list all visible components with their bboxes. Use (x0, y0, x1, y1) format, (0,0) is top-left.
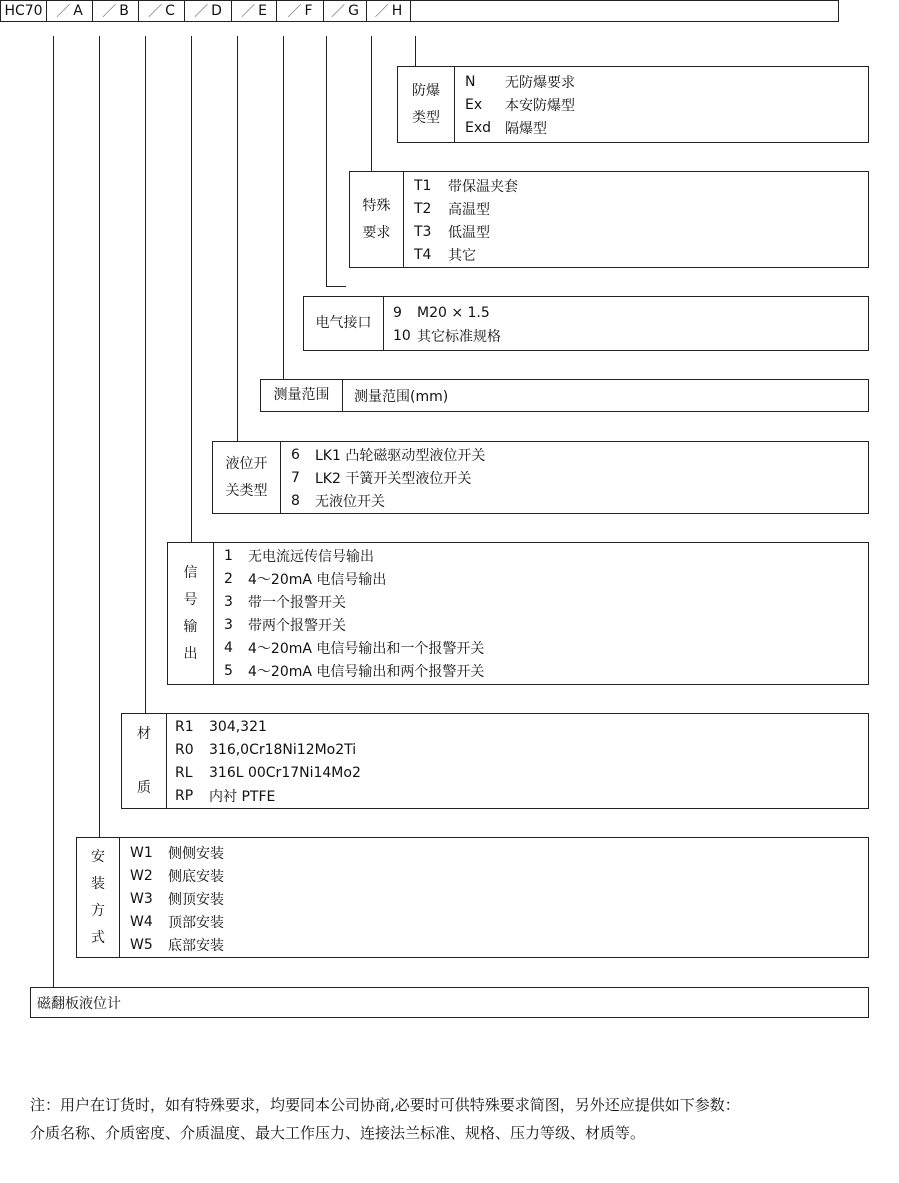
option-row (130, 933, 868, 956)
segment-g-cell (324, 1, 367, 21)
option-row (175, 715, 868, 738)
option-row (393, 324, 868, 347)
option-row (414, 243, 868, 266)
mounting-method-options (130, 841, 868, 956)
model-code-cell (1, 1, 47, 21)
option-row (224, 567, 868, 590)
option-row (130, 887, 868, 910)
label-line: 特殊 (362, 197, 391, 214)
option-desc: 底部安装 (168, 937, 224, 954)
signal-output-label (168, 543, 214, 684)
connector-h (415, 36, 416, 66)
option-row (130, 910, 868, 933)
option-row (175, 761, 868, 784)
option-row (224, 544, 868, 567)
option-row (224, 613, 868, 636)
option-code: RP (175, 787, 194, 804)
level-switch-type-box (212, 441, 869, 514)
option-desc: 内衬 PTFE (209, 788, 276, 805)
option-code: 6 (291, 446, 300, 463)
segment-c-letter: C (165, 3, 175, 19)
option-desc: 侧侧安装 (168, 845, 224, 862)
label-line: 类型 (412, 109, 440, 126)
connector-g (371, 36, 372, 171)
option-code: W2 (130, 867, 153, 884)
option-desc: 无电流远传信号输出 (248, 548, 374, 565)
option-desc: 无防爆要求 (505, 74, 575, 91)
special-requirements-label (350, 172, 404, 267)
option-row (224, 636, 868, 659)
measuring-range-label (261, 380, 343, 411)
option-desc: 带一个报警开关 (248, 594, 346, 611)
option-row (414, 174, 868, 197)
segment-d-cell (185, 1, 232, 21)
note-line-1: 注：用户在订货时，如有特殊要求，均要同本公司协商,必要时可供特殊要求简图，另外还应提供如下参数： (30, 1096, 740, 1114)
option-row (224, 590, 868, 613)
segment-slash: ／ (56, 4, 71, 20)
segment-e-letter: E (258, 3, 267, 19)
option-desc: 带两个报警开关 (248, 617, 346, 634)
segment-slash: ／ (148, 4, 163, 20)
special-requirements-options (414, 174, 868, 266)
option-code: 3 (224, 593, 233, 610)
option-row (465, 116, 868, 139)
option-desc: 低温型 (448, 224, 490, 241)
option-desc: 高温型 (448, 201, 490, 218)
option-desc: 带保温夹套 (448, 178, 518, 195)
segment-b-cell (93, 1, 139, 21)
option-code: Ex (465, 96, 483, 113)
option-row (130, 841, 868, 864)
material-box (121, 713, 869, 809)
option-row (465, 93, 868, 116)
option-desc: 316L 00Cr17Ni14Mo2 (209, 764, 361, 781)
option-row (465, 70, 868, 93)
mounting-method-box (76, 837, 869, 958)
label-line: 信 (183, 564, 198, 581)
segment-h-letter: H (391, 3, 403, 19)
product-name: 磁翻板液位计 (37, 995, 121, 1012)
option-code: 9 (393, 304, 402, 321)
option-desc: 316,0Cr18Ni12Mo2Ti (209, 741, 357, 758)
label-line: 关类型 (225, 482, 268, 499)
option-code: W4 (130, 913, 153, 930)
special-requirements-box (349, 171, 869, 268)
model-code: HC70 (4, 3, 43, 19)
option-desc: LK2 干簧开关型液位开关 (315, 470, 472, 487)
note-line-2: 介质名称、介质密度、介质温度、最大工作压力、连接法兰标准、规格、压力等级、材质等。 (30, 1124, 646, 1142)
label-line: 装 (91, 875, 105, 892)
option-code: 3 (224, 616, 233, 633)
option-code: 1 (224, 547, 233, 564)
segment-d-letter: D (211, 3, 222, 19)
signal-output-options (224, 544, 868, 682)
option-row (175, 738, 868, 761)
label-line: 质 (137, 780, 151, 796)
segment-e-cell (232, 1, 277, 21)
measuring-range-value: 测量范围(mm) (354, 388, 449, 405)
option-code: N (465, 73, 476, 90)
segment-a-letter: A (73, 3, 83, 19)
option-desc: 顶部安装 (168, 914, 224, 931)
option-row (175, 784, 868, 807)
connector-b (145, 36, 146, 713)
label-line: 防爆 (412, 82, 440, 99)
electrical-interface-box (303, 296, 869, 351)
option-desc: 304,321 (209, 718, 267, 735)
option-desc: 4～20mA 电信号输出 (248, 571, 387, 588)
option-code: 10 (393, 327, 411, 344)
label-line: 出 (183, 645, 198, 662)
option-row (291, 466, 868, 489)
level-switch-type-options (291, 443, 868, 512)
segment-slash: ／ (287, 4, 302, 20)
option-code: W3 (130, 890, 153, 907)
label-line: 要求 (362, 224, 391, 241)
electrical-interface-label (304, 297, 384, 350)
label-line: 方 (91, 902, 105, 919)
option-code: T4 (414, 246, 432, 263)
measuring-range-box (260, 379, 869, 412)
option-code: W1 (130, 844, 153, 861)
option-code: T3 (414, 223, 432, 240)
explosion-proof-box (397, 66, 869, 143)
option-row (291, 489, 868, 512)
option-row (291, 443, 868, 466)
option-row (414, 197, 868, 220)
label-line: 电气接口 (315, 315, 372, 331)
mounting-method-label (77, 838, 120, 957)
connector-f (326, 36, 327, 286)
option-code: 8 (291, 492, 300, 509)
product-name-box (30, 987, 869, 1018)
material-options (175, 715, 868, 807)
label-line: 输 (183, 618, 198, 635)
label-line: 式 (91, 929, 105, 946)
option-desc: 侧底安装 (168, 868, 224, 885)
option-code: Exd (465, 119, 492, 136)
segment-slash: ／ (194, 4, 209, 20)
option-desc: LK1 凸轮磁驱动型液位开关 (315, 447, 486, 464)
option-desc: 隔爆型 (505, 120, 547, 137)
connector-c (191, 36, 192, 542)
segment-h-cell (367, 1, 411, 21)
connector-e (283, 36, 284, 379)
option-desc: 4～20mA 电信号输出和两个报警开关 (248, 663, 485, 680)
model-code-bar (0, 0, 839, 22)
label-line: 安 (91, 848, 105, 865)
option-desc: 无液位开关 (315, 493, 385, 510)
label-line: 号 (183, 591, 198, 608)
label-line: 测量范围 (273, 387, 330, 403)
option-code: RL (175, 764, 193, 781)
measuring-range-options (354, 380, 868, 411)
level-switch-type-label (213, 442, 281, 513)
connector-model (53, 36, 54, 987)
electrical-interface-options (393, 301, 868, 347)
explosion-proof-options (465, 70, 868, 139)
option-desc: 本安防爆型 (505, 97, 575, 114)
option-row (414, 220, 868, 243)
segment-f-cell (277, 1, 324, 21)
material-label (122, 714, 167, 808)
label-line: 材 (137, 726, 151, 742)
option-code: 4 (224, 639, 233, 656)
segment-slash: ／ (331, 4, 346, 20)
option-code: R1 (175, 718, 194, 735)
option-code: 2 (224, 570, 233, 587)
signal-output-box (167, 542, 869, 685)
option-code: R0 (175, 741, 194, 758)
segment-g-letter: G (348, 3, 359, 19)
option-code: T2 (414, 200, 432, 217)
explosion-proof-label (398, 67, 455, 142)
option-code: W5 (130, 936, 153, 953)
option-row (130, 864, 868, 887)
option-row (393, 301, 868, 324)
option-code: T1 (414, 177, 432, 194)
segment-slash: ／ (374, 4, 389, 20)
segment-f-letter: F (304, 3, 313, 19)
option-desc: 其它标准规格 (417, 328, 501, 345)
segment-c-cell (139, 1, 185, 21)
option-desc: 侧顶安装 (168, 891, 224, 908)
connector-a (99, 36, 100, 837)
segment-slash: ／ (241, 4, 256, 20)
segment-b-letter: B (119, 3, 129, 19)
option-row (354, 380, 868, 411)
option-desc: 其它 (448, 247, 476, 264)
connector-f-elbow (326, 286, 346, 287)
option-code: 5 (224, 662, 233, 679)
segment-a-cell (47, 1, 93, 21)
option-code: 7 (291, 469, 300, 486)
option-row (224, 659, 868, 682)
connector-d (237, 36, 238, 441)
label-line: 液位开 (225, 455, 268, 472)
segment-slash: ／ (102, 4, 117, 20)
option-desc: 4～20mA 电信号输出和一个报警开关 (248, 640, 485, 657)
product-name-row (37, 988, 121, 1017)
option-desc: M20 × 1.5 (417, 304, 490, 321)
